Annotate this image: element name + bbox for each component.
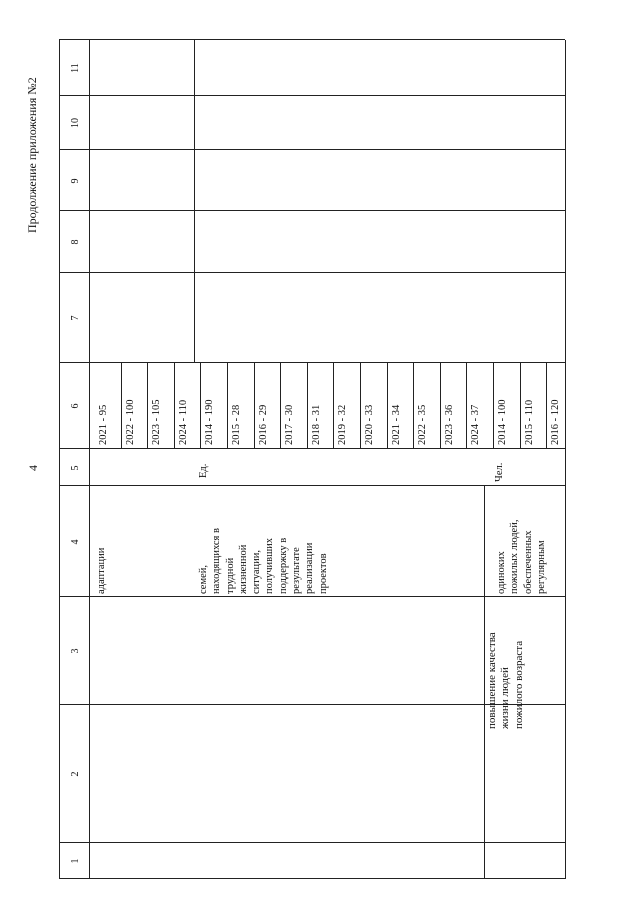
col6-inner-line — [147, 363, 148, 449]
text-line: реализации — [304, 542, 316, 594]
year-value-entry: 2017 - 30 — [284, 404, 296, 445]
column-number-10: 10 — [70, 118, 81, 128]
text-line: одиноких — [496, 551, 507, 594]
year-value-entry: 2014 - 190 — [204, 399, 216, 445]
col6-inner-line — [360, 363, 361, 449]
year-value-entry: 2015 - 110 — [523, 399, 535, 445]
text-line: регулярным — [535, 540, 547, 594]
column-number-4: 4 — [70, 539, 81, 545]
text-line: результате — [291, 547, 303, 594]
column-divider — [59, 149, 565, 150]
year-value-entry: 2018 - 31 — [310, 404, 322, 445]
text-line: проектов — [317, 553, 329, 594]
text-line: обеспеченных — [522, 530, 534, 594]
col6-inner-line — [466, 363, 467, 449]
text-line: ситуации, — [251, 550, 263, 594]
column-number-7: 7 — [70, 315, 81, 321]
year-value-entry: 2021 - 95 — [98, 404, 109, 445]
column-number-8: 8 — [70, 239, 81, 245]
text-line: семей, — [198, 565, 209, 594]
year-value-entry: 2016 - 120 — [550, 399, 562, 445]
row3-col4-text — [495, 520, 548, 594]
col6-inner-line — [387, 363, 388, 449]
text-line: поддержку в — [277, 537, 289, 594]
col6-inner-line — [413, 363, 414, 449]
year-value-entry: 2014 - 100 — [497, 399, 508, 445]
year-value-entry: 2024 - 37 — [470, 404, 482, 445]
header-row-separator — [89, 40, 90, 879]
row3-unit: Чел. — [494, 462, 505, 482]
column-divider — [59, 878, 565, 879]
col6-inner-line — [333, 363, 334, 449]
column-divider — [59, 448, 565, 449]
text-line: пожилого возраста — [512, 640, 525, 729]
appendix-caption: Продолжение приложения №2 — [25, 77, 39, 233]
text-line: трудной — [224, 557, 236, 594]
column-divider — [59, 842, 565, 843]
text-line: жизненной — [237, 544, 249, 594]
column-number-6: 6 — [70, 403, 81, 409]
column-number-1: 1 — [70, 858, 81, 864]
column-divider — [59, 596, 565, 597]
column-divider — [59, 39, 565, 40]
year-value-entry: 2015 - 28 — [231, 404, 242, 445]
year-value-entry: 2024 - 110 — [177, 399, 189, 445]
year-value-entry: 2022 - 100 — [124, 399, 136, 445]
text-line: пожилых людей, — [509, 519, 521, 594]
year-value-entry: 2019 - 32 — [337, 404, 349, 445]
col6-inner-line — [493, 363, 494, 449]
year-value-entry: 2023 - 105 — [151, 399, 163, 445]
column-divider — [59, 362, 565, 363]
text-line: находящихся в — [211, 528, 223, 594]
year-value-entry: 2016 - 29 — [257, 404, 269, 445]
table-border-bottom — [565, 40, 566, 879]
column-divider — [59, 485, 565, 486]
column-number-2: 2 — [70, 771, 81, 777]
column-number-5: 5 — [70, 465, 81, 471]
column-divider — [59, 210, 565, 211]
col6-inner-line — [227, 363, 228, 449]
row2-unit: Ед. — [198, 463, 209, 478]
col6-inner-line — [200, 363, 201, 449]
year-value-entry: 2023 - 36 — [443, 404, 455, 445]
row-separator — [484, 486, 485, 879]
year-value-entry: 2022 - 35 — [417, 404, 429, 445]
col6-inner-line — [254, 363, 255, 449]
page-number: 4 — [26, 465, 40, 471]
column-number-9: 9 — [70, 178, 81, 184]
row1-col4-text — [95, 548, 108, 594]
col6-inner-line — [440, 363, 441, 449]
row-separator — [194, 40, 195, 363]
row3-col2-text — [486, 632, 526, 729]
column-divider — [59, 95, 565, 96]
column-number-3: 3 — [70, 648, 81, 654]
column-divider — [59, 272, 565, 273]
row2-col4-text — [197, 528, 330, 594]
col6-inner-line — [174, 363, 175, 449]
column-number-11: 11 — [70, 63, 81, 73]
year-value-entry: 2021 - 34 — [390, 404, 402, 445]
col6-inner-line — [546, 363, 547, 449]
text-line: жизни людей — [499, 667, 512, 729]
col6-inner-line — [121, 363, 122, 449]
col6-inner-line — [280, 363, 281, 449]
year-value-entry: 2020 - 33 — [364, 404, 375, 445]
text-line: получивших — [264, 537, 276, 594]
col6-inner-line — [520, 363, 521, 449]
text-line: адаптации — [96, 547, 107, 594]
table-border-top — [59, 40, 60, 879]
col6-inner-line — [307, 363, 308, 449]
text-line: повышение качества — [486, 632, 498, 729]
